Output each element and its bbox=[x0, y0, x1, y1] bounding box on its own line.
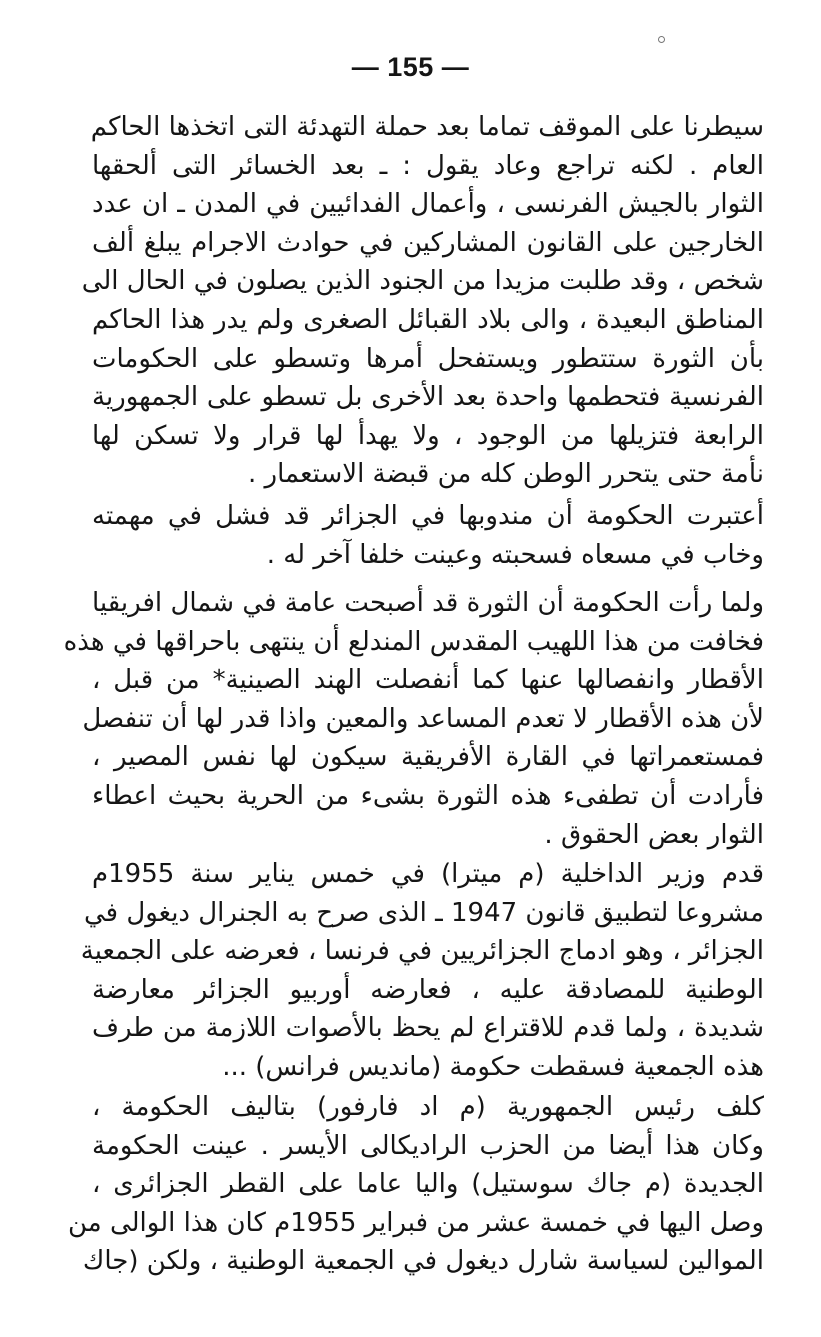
text-line: مشروعا لتطبيق قانون 1947 ـ الذى صرح به الجنرال ديغول في bbox=[83, 897, 764, 928]
paragraph-1 bbox=[81, 108, 764, 494]
text-line: الأقطار وانفصالها عنها كما أنفصلت الهند الصينية* من قبل ، bbox=[92, 665, 764, 696]
paragraph-4 bbox=[80, 855, 764, 1087]
text-line: الخارجين على القانون المشاركين في حوادث الاجرام يبلغ ألف bbox=[92, 227, 764, 258]
text-line: كلف رئيس الجمهورية (م اد فارفور) بتاليف الحكومة ، bbox=[92, 1092, 764, 1122]
text-line: لأن هذه الأقطار لا تعدم المساعد والمعين واذا قدر لها أن تنفصل bbox=[82, 703, 764, 734]
paragraph-5 bbox=[67, 1088, 764, 1281]
text-line: المناطق البعيدة ، والى بلاد القبائل الصغرى ولم يدر هذا الحاكم bbox=[92, 304, 764, 335]
text-line: وكان هذا أيضا من الحزب الراديكالى الأيسر . عينت الحكومة bbox=[92, 1130, 764, 1161]
page-number: — 155 — bbox=[351, 52, 470, 82]
text-line: قدم وزير الداخلية (م ميترا) في خمس يناير سنة 1955م bbox=[92, 859, 764, 889]
text-line: الثوار بالجيش الفرنسى ، وأعمال الفدائيين في المدن ـ ان عدد bbox=[92, 189, 764, 220]
text-line: فأرادت أن تطفىء هذه الثورة بشىء من الحرية بحيث اعطاء bbox=[92, 780, 764, 811]
text-line: الفرنسية فتحطمها واحدة بعد الأخرى بل تسطو على الجمهورية bbox=[92, 382, 764, 413]
paper-speck bbox=[658, 36, 665, 43]
text-line: فمستعمراتها في القارة الأفريقية سيكون لها نفس المصير ، bbox=[92, 742, 764, 773]
text-line: الثوار بعض الحقوق . bbox=[544, 819, 764, 850]
text-line: شخص ، وقد طلبت مزيدا من الجنود الذين يصلون في الحال الى bbox=[81, 266, 764, 297]
text-line: وخاب في مسعاه فسحبته وعينت خلفا آخر له . bbox=[266, 539, 764, 570]
text-line: الرابعة فتزيلها من الوجود ، ولا يهدأ لها قرار ولا تسكن لها bbox=[92, 420, 764, 451]
paragraph-2 bbox=[92, 497, 764, 574]
text-line: نأمة حتى يتحرر الوطن كله من قبضة الاستعمار . bbox=[248, 459, 764, 490]
text-line: الجزائر ، وهو ادماج الجزائريين في فرنسا ، فعرضه على الجمعية bbox=[80, 936, 764, 967]
paragraph-3 bbox=[63, 584, 764, 854]
text-line: سيطرنا على الموقف تماما بعد حملة التهدئة التى اتخذها الحاكم bbox=[90, 112, 764, 142]
text-line: فخافت من هذا اللهيب المقدس المندلع أن ينتهى باحراقها في هذه bbox=[63, 626, 764, 657]
text-line: هذه الجمعية فسقطت حكومة (مانديس فرانس) ... bbox=[222, 1051, 764, 1082]
text-line: العام . لكنه تراجع وعاد يقول : ـ بعد الخسائر التى ألحقها bbox=[92, 150, 764, 181]
text-line: بأن الثورة ستتطور ويستفحل أمرها وتسطو على الحكومات bbox=[92, 343, 764, 374]
text-line: الجديدة (م جاك سوستيل) واليا عاما على القطر الجزائرى ، bbox=[92, 1169, 764, 1200]
text-line: الموالين لسياسة شارل ديغول في الجمعية الوطنية ، ولكن (جاك bbox=[82, 1246, 764, 1277]
text-line: الوطنية للمصادقة عليه ، فعارضه أوربيو الجزائر معارضة bbox=[92, 974, 764, 1005]
text-line: ولما رأت الحكومة أن الثورة قد أصبحت عامة في شمال افريقيا bbox=[92, 588, 764, 618]
text-line: وصل اليها في خمسة عشر من فبراير 1955م كان هذا الوالى من bbox=[67, 1207, 764, 1238]
text-line: شديدة ، ولما قدم للاقتراع لم يحظ بالأصوات اللازمة من طرف bbox=[92, 1013, 764, 1044]
text-line: أعتبرت الحكومة أن مندوبها في الجزائر قد فشل في مهمته bbox=[92, 501, 764, 531]
